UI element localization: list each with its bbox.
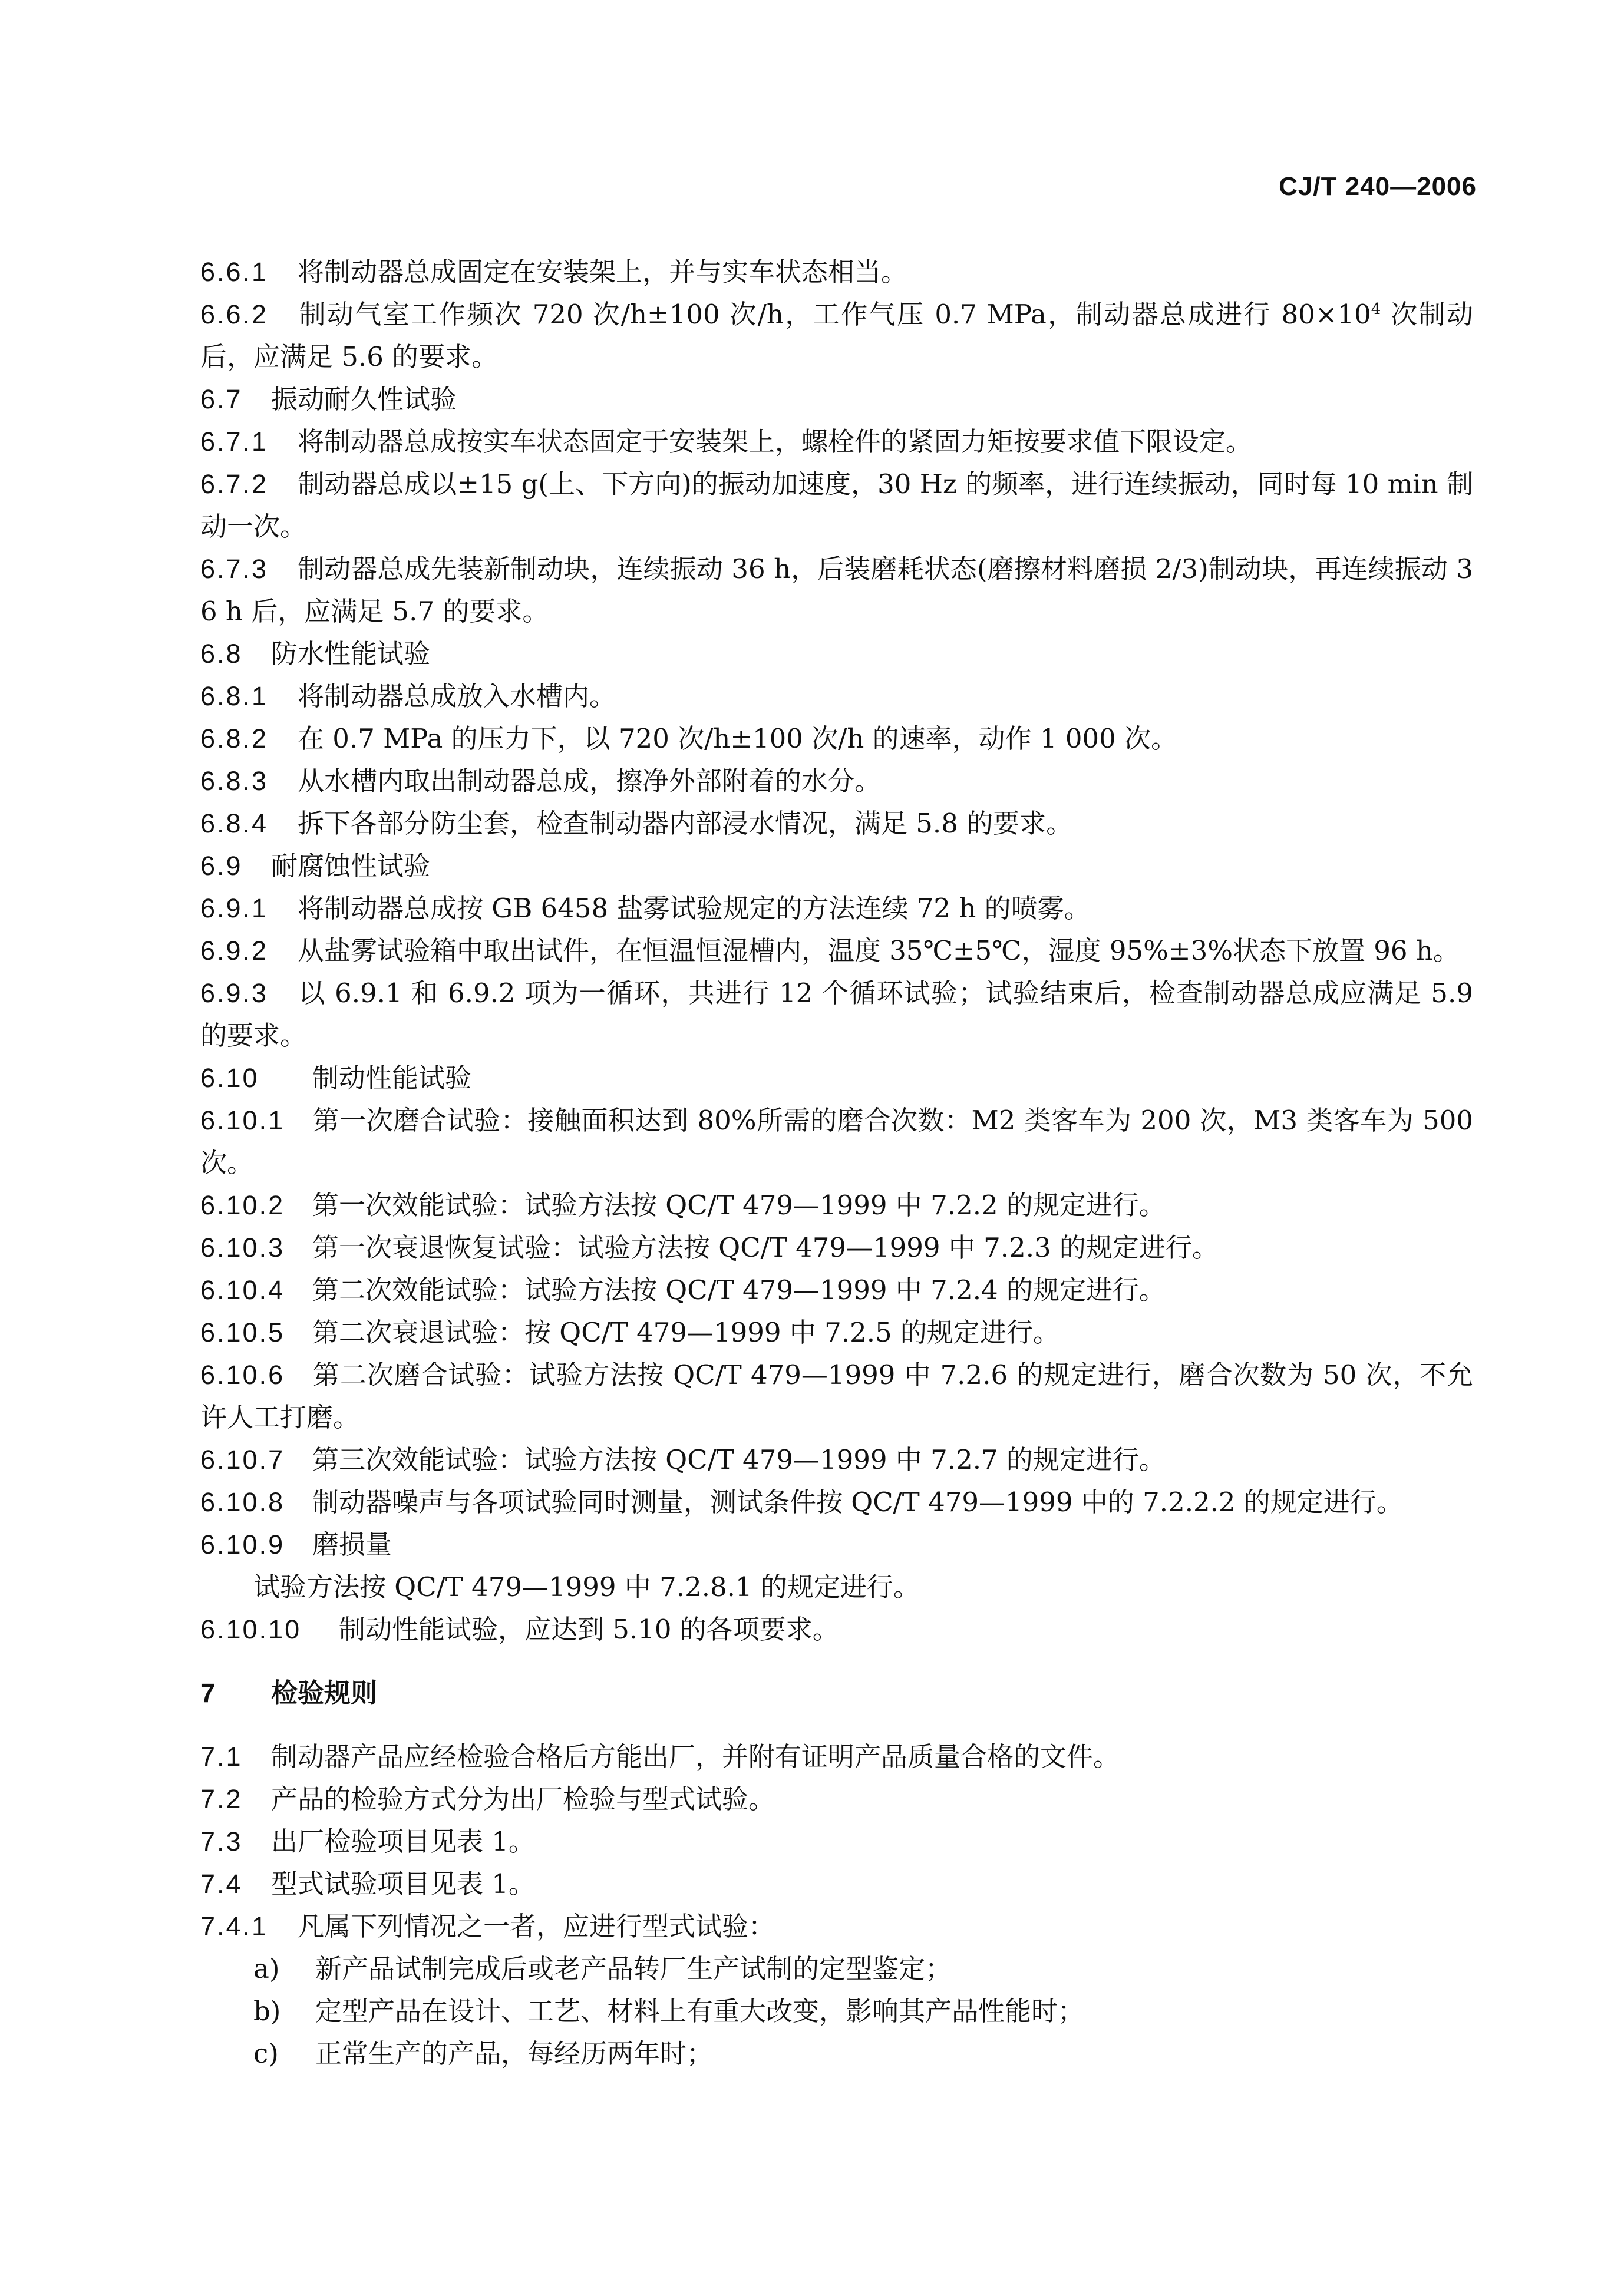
section-number: 6.9 (200, 851, 243, 881)
clause-text: 将制动器总成按实车状态固定于安装架上，螺栓件的紧固力矩按要求值下限设定。 (298, 426, 1253, 457)
list-item-a (200, 1948, 1473, 1990)
section-6-8-heading (200, 633, 1473, 675)
clause-number: 6.6.1 (200, 257, 269, 287)
chapter-number: 7 (200, 1678, 216, 1708)
document-body (200, 251, 1473, 2075)
clause-6-7-1 (200, 421, 1473, 463)
clause-7-1 (200, 1736, 1473, 1778)
clause-6-8-4 (200, 802, 1473, 845)
section-6-10-heading (200, 1057, 1473, 1099)
clause-number: 6.9.1 (200, 893, 269, 923)
clause-text: 出厂检验项目见表 1。 (271, 1826, 535, 1857)
clause-number: 6.10.7 (200, 1445, 285, 1475)
clause-text: 第一次效能试验：试验方法按 QC/T 479—1999 中 7.2.2 的规定进行。 (312, 1190, 1166, 1221)
list-text: 新产品试制完成后或老产品转厂生产试制的定型鉴定； (315, 1953, 952, 1984)
clause-text: 试验方法按 QC/T 479—1999 中 7.2.8.1 的规定进行。 (253, 1571, 920, 1603)
section-title: 振动耐久性试验 (271, 384, 457, 415)
clause-number: 6.10.5 (200, 1317, 285, 1347)
clause-text: 凡属下列情况之一者，应进行型式试验： (298, 1911, 775, 1942)
clause-text: 制动气室工作频次 720 次/h±100 次/h，工作气压 0.7 MPa，制动器总成进行 80×10 (298, 299, 1371, 330)
clause-number: 7.4.1 (200, 1911, 269, 1941)
clause-number: 6.10.6 (200, 1360, 285, 1390)
clause-text: 型式试验项目见表 1。 (271, 1868, 535, 1899)
clause-6-6-2 (200, 293, 1473, 378)
clause-number: 6.10.3 (200, 1233, 285, 1263)
list-text: 定型产品在设计、工艺、材料上有重大改变，影响其产品性能时； (315, 1996, 1085, 2027)
document-code: CJ/T 240—2006 (1279, 172, 1477, 201)
clause-number: 6.10.8 (200, 1487, 285, 1517)
clause-6-8-1 (200, 675, 1473, 718)
clause-text: 第二次磨合试验：试验方法按 QC/T 479—1999 中 7.2.6 的规定进行，磨合次数为 50 次，不允许人工打磨。 (200, 1359, 1473, 1433)
clause-6-10-1 (200, 1099, 1473, 1184)
clause-6-6-1 (200, 251, 1473, 293)
list-label: a) (253, 1953, 280, 1984)
clause-text: 第二次衰退试验：按 QC/T 479—1999 中 7.2.5 的规定进行。 (312, 1317, 1059, 1348)
clause-number: 6.10.2 (200, 1190, 285, 1220)
clause-number: 6.8.1 (200, 681, 269, 711)
clause-7-2 (200, 1778, 1473, 1821)
clause-text: 磨损量 (312, 1529, 392, 1560)
clause-number: 6.6.2 (200, 299, 269, 329)
clause-text: 第三次效能试验：试验方法按 QC/T 479—1999 中 7.2.7 的规定进行。 (312, 1444, 1166, 1475)
section-number: 6.7 (200, 384, 243, 414)
clause-number: 7.2 (200, 1784, 243, 1814)
clause-number: 6.7.3 (200, 554, 269, 584)
clause-text: 制动器产品应经检验合格后方能出厂，并附有证明产品质量合格的文件。 (271, 1741, 1120, 1772)
clause-text: 第二次效能试验：试验方法按 QC/T 479—1999 中 7.2.4 的规定进行。 (312, 1274, 1166, 1306)
clause-text: 第一次磨合试验：接触面积达到 80%所需的磨合次数：M2 类客车为 200 次，M3 类客车为 500 次。 (200, 1105, 1473, 1178)
clause-text-continued: 次制动后，应满足 5.6 的要求。 (200, 299, 1473, 372)
superscript-exponent: 4 (1371, 300, 1381, 318)
section-title: 防水性能试验 (271, 638, 431, 669)
clause-number: 6.10.4 (200, 1275, 285, 1305)
clause-text: 制动性能试验，应达到 5.10 的各项要求。 (339, 1614, 839, 1645)
section-6-9-heading (200, 845, 1473, 887)
clause-6-10-4 (200, 1269, 1473, 1311)
clause-6-9-1 (200, 887, 1473, 930)
clause-6-9-2 (200, 930, 1473, 972)
list-label: c) (253, 2038, 279, 2069)
clause-6-10-5 (200, 1311, 1473, 1354)
clause-6-8-2 (200, 718, 1473, 760)
list-label: b) (253, 1996, 281, 2027)
clause-6-8-3 (200, 760, 1473, 802)
clause-number: 6.10.9 (200, 1529, 285, 1560)
clause-6-7-3 (200, 548, 1473, 633)
clause-6-7-2 (200, 463, 1473, 548)
clause-6-10-6 (200, 1354, 1473, 1439)
list-item-b (200, 1990, 1473, 2033)
clause-6-10-9-body (200, 1566, 1473, 1608)
section-number: 6.10 (200, 1063, 259, 1093)
clause-number: 6.8.2 (200, 724, 269, 754)
clause-number: 6.8.3 (200, 766, 269, 796)
clause-number: 6.9.2 (200, 936, 269, 966)
clause-6-9-3 (200, 972, 1473, 1057)
clause-text: 产品的检验方式分为出厂检验与型式试验。 (271, 1783, 775, 1815)
clause-7-4 (200, 1863, 1473, 1905)
clause-number: 6.7.1 (200, 427, 269, 457)
clause-text: 拆下各部分防尘套，检查制动器内部浸水情况，满足 5.8 的要求。 (298, 808, 1073, 839)
clause-text: 在 0.7 MPa 的压力下，以 720 次/h±100 次/h 的速率，动作 1 000 次。 (298, 723, 1178, 754)
clause-text: 将制动器总成按 GB 6458 盐雾试验规定的方法连续 72 h 的喷雾。 (298, 893, 1091, 924)
clause-6-10-3 (200, 1227, 1473, 1269)
clause-6-10-7 (200, 1439, 1473, 1481)
clause-6-10-10 (200, 1608, 1473, 1651)
clause-text: 制动器总成先装新制动块，连续振动 36 h，后装磨耗状态(磨擦材料磨损 2/3)制动块，再连续振动 36 h 后，应满足 5.7 的要求。 (200, 553, 1473, 627)
list-text: 正常生产的产品，每经历两年时； (315, 2038, 714, 2069)
clause-text: 以 6.9.1 和 6.9.2 项为一循环，共进行 12 个循环试验；试验结束后，检查制动器总成应满足 5.9 的要求。 (200, 977, 1473, 1051)
list-item-c (200, 2033, 1473, 2075)
clause-7-4-1 (200, 1905, 1473, 1948)
clause-text: 将制动器总成固定在安装架上，并与实车状态相当。 (298, 256, 908, 288)
clause-number: 7.3 (200, 1826, 243, 1856)
clause-6-10-2 (200, 1184, 1473, 1227)
clause-text: 从盐雾试验箱中取出试件，在恒温恒湿槽内，温度 35℃±5℃，湿度 95%±3%状态下放置 96 h。 (298, 935, 1460, 966)
clause-number: 7.4 (200, 1869, 243, 1899)
section-title: 耐腐蚀性试验 (271, 850, 431, 881)
clause-number: 6.10.10 (200, 1614, 302, 1644)
clause-number: 6.9.3 (200, 978, 269, 1008)
section-title: 制动性能试验 (312, 1062, 472, 1094)
section-6-7-heading (200, 378, 1473, 421)
clause-text: 第一次衰退恢复试验：试验方法按 QC/T 479—1999 中 7.2.3 的规定进行。 (312, 1232, 1219, 1263)
clause-number: 6.8.4 (200, 808, 269, 838)
clause-text: 从水槽内取出制动器总成，擦净外部附着的水分。 (298, 765, 882, 797)
chapter-7-heading (200, 1672, 1473, 1714)
clause-text: 制动器噪声与各项试验同时测量，测试条件按 QC/T 479—1999 中的 7.2.2.2 的规定进行。 (312, 1486, 1403, 1518)
clause-text: 将制动器总成放入水槽内。 (298, 680, 616, 712)
clause-number: 6.7.2 (200, 469, 269, 499)
clause-number: 6.10.1 (200, 1105, 285, 1135)
chapter-title: 检验规则 (271, 1678, 378, 1708)
clause-text: 制动器总成以±15 g(上、下方向)的振动加速度，30 Hz 的频率，进行连续振动，同时每 10 min 制动一次。 (200, 468, 1473, 542)
clause-6-10-9 (200, 1524, 1473, 1566)
clause-7-3 (200, 1821, 1473, 1863)
clause-6-10-8 (200, 1481, 1473, 1524)
clause-number: 7.1 (200, 1742, 243, 1772)
section-number: 6.8 (200, 639, 243, 669)
